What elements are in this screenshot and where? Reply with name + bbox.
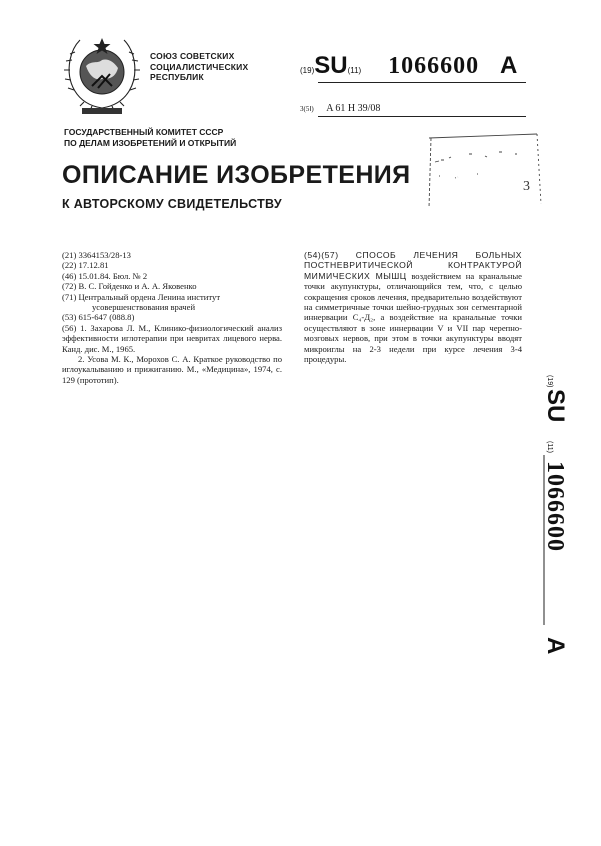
vertical-code-11: (11): [546, 441, 553, 453]
committee-line: ПО ДЕЛАМ ИЗОБРЕТЕНИЙ И ОТКРЫТИЙ: [64, 137, 237, 148]
inid-code-11: (11): [347, 66, 362, 75]
union-line: РЕСПУБЛИК: [150, 72, 204, 82]
vertical-country: SU: [542, 389, 569, 423]
publication-number: [300, 52, 517, 80]
document-title: ОПИСАНИЕ ИЗОБРЕТЕНИЯ: [62, 161, 411, 189]
field-56-ref-2: 2. Усова М. К., Морохов С. А. Краткое руководство по иглоукалыванию и прижиганию. М., «Медицина», 1974, с. 129 (прототип).: [62, 354, 282, 385]
divider: [318, 82, 526, 83]
patent-number: 1066600: [388, 53, 480, 79]
field-71: (71) Центральный ордена Ленина институт: [62, 291, 221, 302]
inid-code-19: (19): [300, 66, 315, 75]
union-line: СОЦИАЛИСТИЧЕСКИХ: [150, 61, 249, 72]
field-71-cont: усовершенствования врачей: [92, 302, 196, 313]
committee-name: [64, 127, 236, 148]
ipc-classification: [300, 103, 380, 114]
vertical-code-19: (19): [546, 375, 553, 388]
kind-code: A: [500, 52, 518, 79]
ipc-code: 3(5Ⅰ): [300, 105, 314, 113]
country-code: SU: [314, 52, 348, 79]
field-46: (46) 15.01.84. Бюл. № 2: [62, 270, 148, 281]
document-subtitle: К АВТОРСКОМУ СВИДЕТЕЛЬСТВУ: [62, 197, 282, 211]
claim-heading: (54)(57) СПОСОБ ЛЕЧЕНИЯ БОЛЬНЫХ ПОСТНЕВРИТИЧЕСКОЙ КОНТРАКТУРОЙ МИМИЧЕСКИХ МЫШЦ: [304, 250, 522, 281]
field-22: (22) 17.12.81: [62, 260, 109, 271]
stamp-mark: 3: [523, 179, 530, 194]
vertical-kind: A: [542, 637, 569, 655]
claim: [304, 250, 522, 364]
field-72: (72) В. С. Гойденко и А. А. Яковенко: [62, 281, 197, 292]
committee-line: ГОСУДАРСТВЕННЫЙ КОМИТЕТ СССР: [64, 127, 224, 137]
field-21: (21) 3364153/28-13: [62, 250, 131, 260]
field-56-ref-1: (56) 1. Захарова Л. М., Клинико-физиологический анализ эффективности иглотерапии при невритах лицевого нерва. Канд. дис. М., 1965.: [62, 322, 282, 354]
ipc-value: A 61 H 39/08: [326, 103, 381, 114]
vertical-number: 1066600: [542, 461, 568, 552]
union-name: [150, 51, 248, 83]
claim-text: воздействием на кранальные точки акупунктуры, отличающийся тем, что, с целью сокращения сроков лечения, предварительно воздействуют на симметричные точки шейно-грудных зон сегментарной иннервации С₄-Д₂, а воздействие на кранальные точки осуществляют в зоне иннервации V и VII пар черепно-мозговых нервов, при этом в точки акупунктуры вводят микроиглы на 2-3 недели при курсе лечения 3-4 процедуры.: [304, 270, 523, 365]
library-stamp: [425, 132, 543, 212]
ussr-emblem-icon: [62, 30, 142, 118]
vertical-publication-number: [520, 375, 569, 665]
divider: [318, 116, 526, 117]
field-53: (53) 615-647 (088.8): [62, 312, 135, 323]
union-line: СОЮЗ СОВЕТСКИХ: [150, 51, 235, 61]
bibliographic-data: [62, 250, 282, 385]
